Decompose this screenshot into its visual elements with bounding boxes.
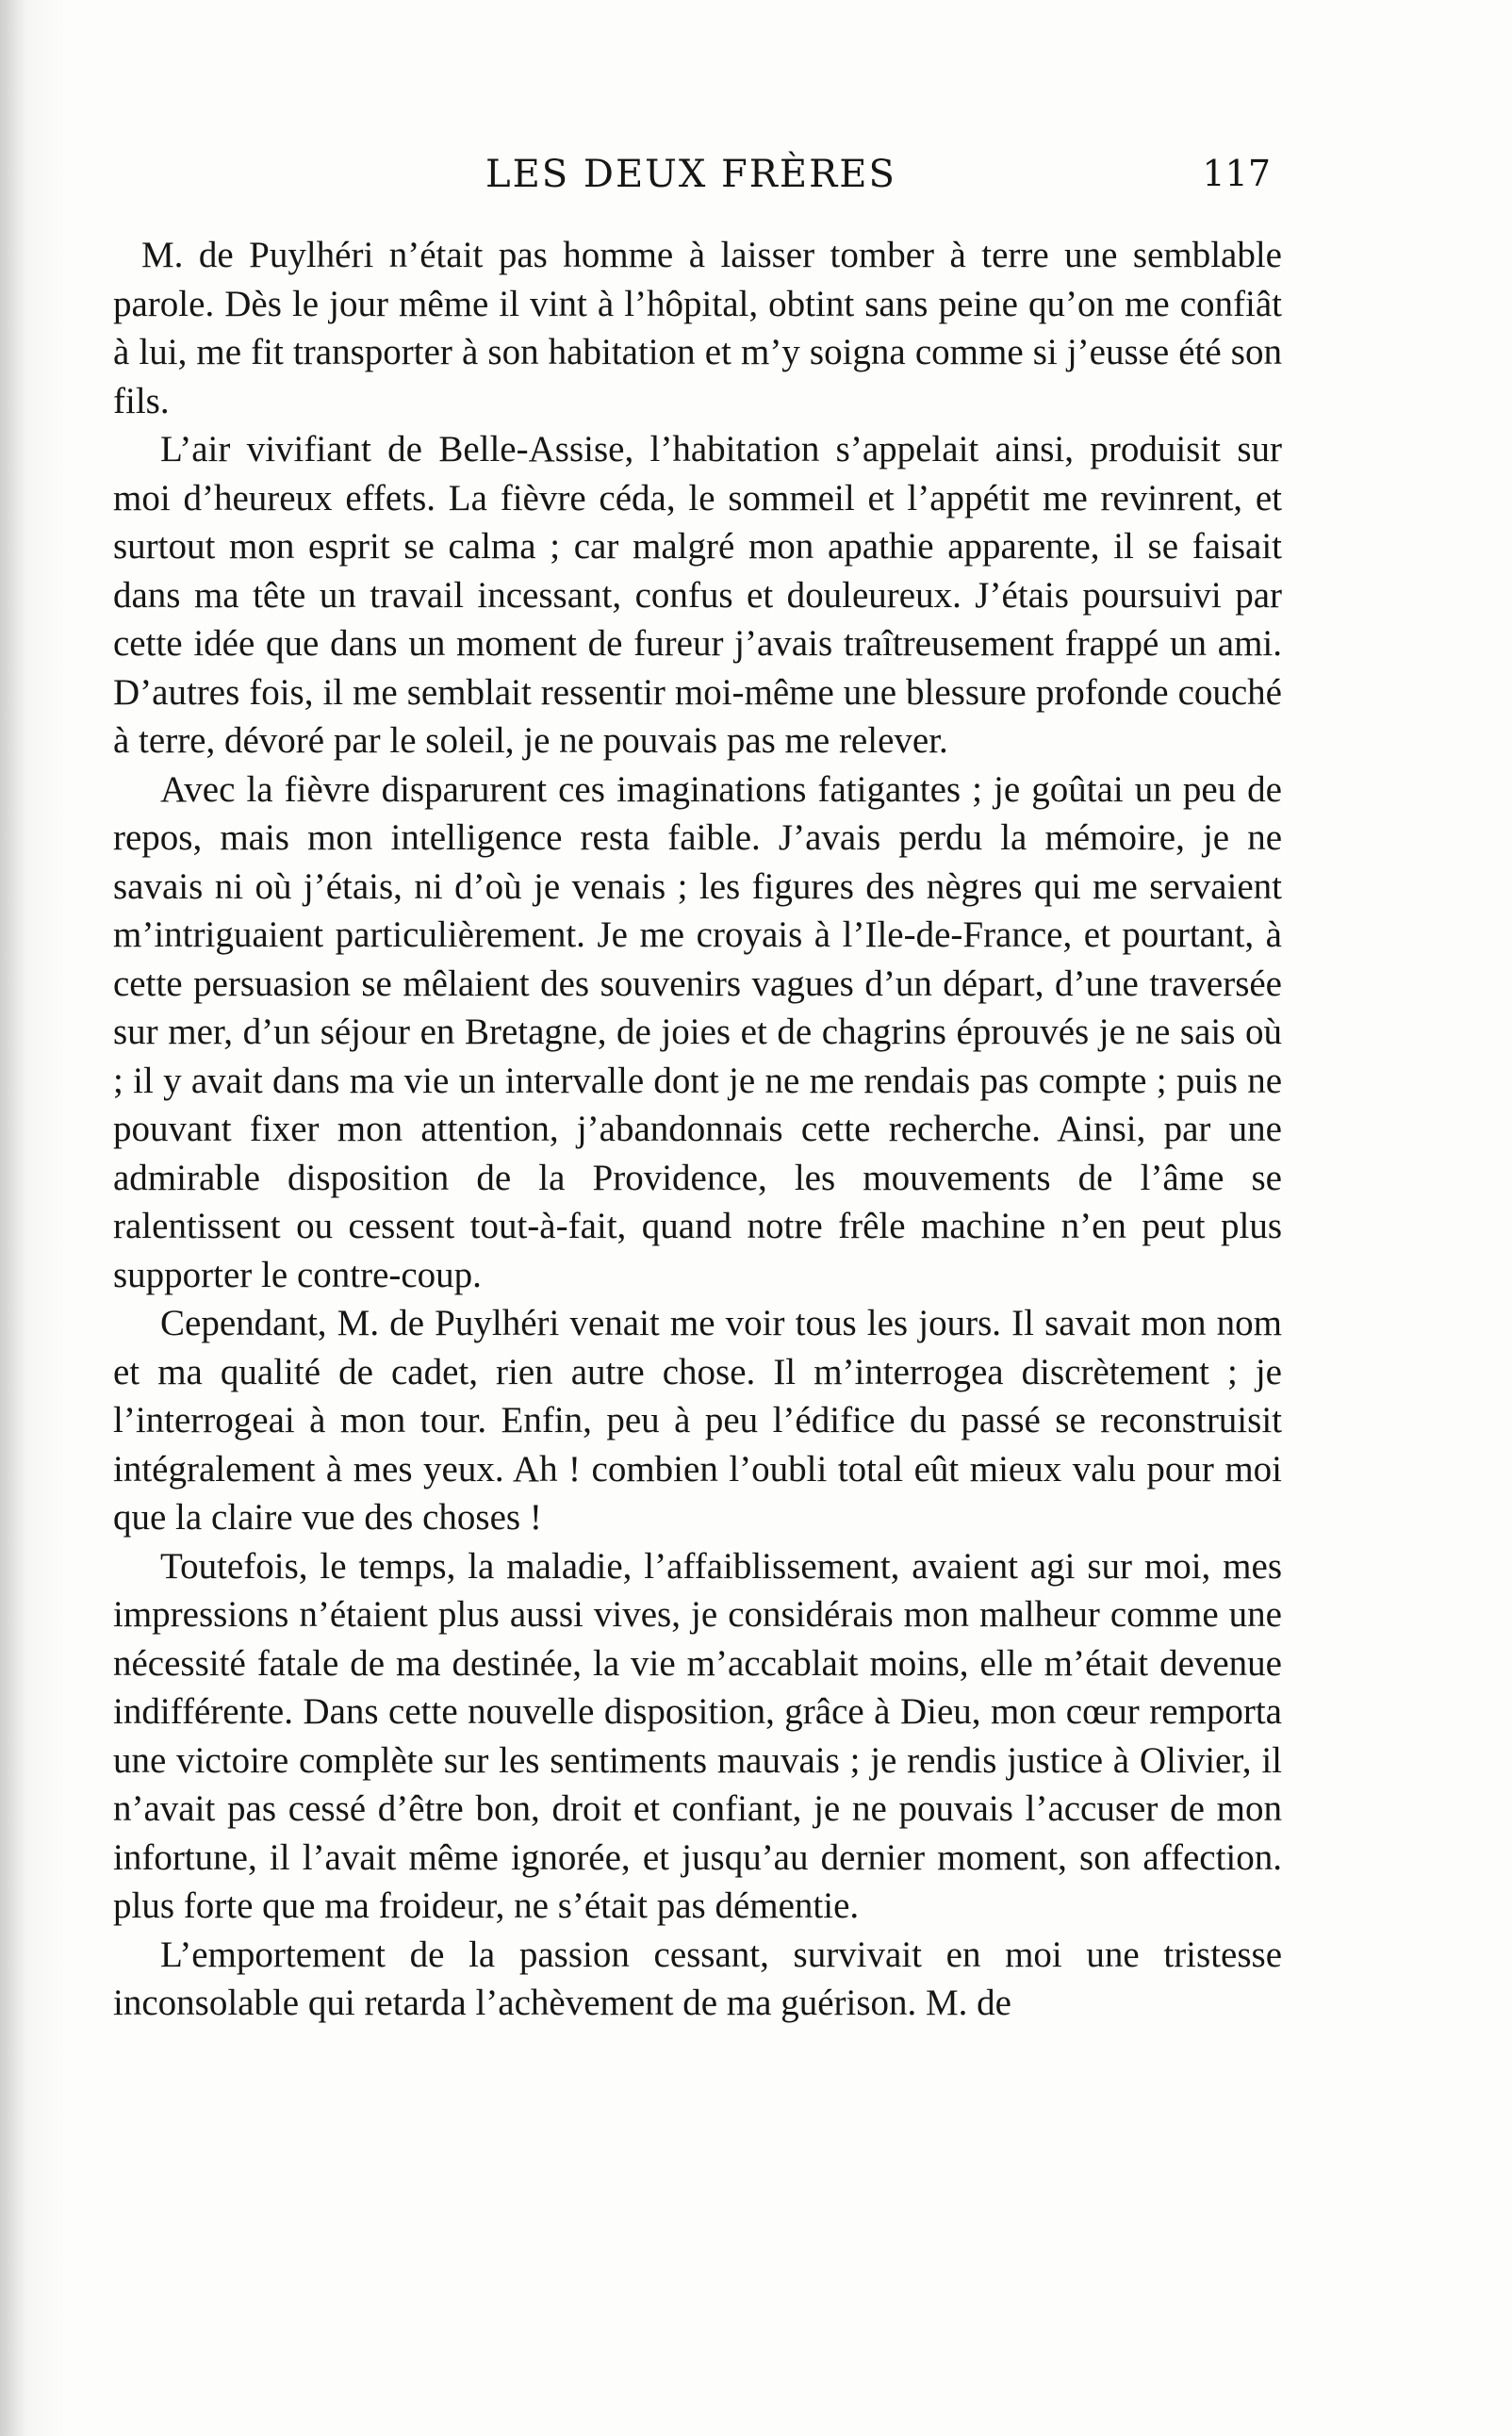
paragraph: L’air vivifiant de Belle-Assise, l’habitation s’appelait ainsi, produisit sur moi d’heureux effets. La fièvre céda, le sommeil et l’appétit me revinrent, et surtout mon esprit se calma ; car malgré mon apathie apparente, il se faisait dans ma tête un travail incessant, confus et douleureux. J’étais poursuivi par cette idée que dans un moment de fureur j’avais traîtreusement frappé un ami. D’autres fois, il me semblait ressentir moi-même une blessure profonde couché à terre, dévoré par le soleil, je ne pouvais pas me relever.: [113, 429, 1282, 761]
text-body: [113, 231, 1282, 2028]
running-head: [113, 153, 1282, 209]
page-number: 117: [1202, 153, 1271, 194]
paragraph: L’emportement de la passion cessant, survivait en moi une tristesse inconsolable qui retarda l’achèvement de ma guérison. M. de: [113, 1934, 1282, 2023]
paragraph: Avec la fièvre disparurent ces imaginations fatigantes ; je goûtai un peu de repos, mais mon intelligence resta faible. J’avais perdu la mémoire, je ne savais ni où j’étais, ni d’où je venais ; les figures des nègres qui me servaient m’intriguaient particulièrement. Je me croyais à l’Ile-de-France, et pourtant, à cette persuasion se mêlaient des souvenirs vagues d’un départ, d’une traversée sur mer, d’un séjour en Bretagne, de joies et de chagrins éprouvés je ne sais où ; il y avait dans ma vie un intervalle dont je ne me rendais pas compte ; puis ne pouvant fixer mon attention, j’abandonnais cette recherche. Ainsi, par une admirable disposition de la Providence, les mouvements de l’âme se ralentissent ou cessent tout-à-fait, quand notre frêle machine n’en peut plus supporter le contre-coup.: [113, 768, 1282, 1295]
paragraph: Cependant, M. de Puylhéri venait me voir tous les jours. Il savait mon nom et ma qualité de cadet, rien autre chose. Il m’interrogea discrètement ; je l’interrogeai à mon tour. Enfin, peu à peu l’édifice du passé se reconstruisit intégralement à mes yeux. Ah ! combien l’oubli total eût mieux valu pour moi que la claire vue des choses !: [113, 1303, 1282, 1538]
running-title: LES DEUX FRÈRES: [485, 153, 896, 196]
paragraph: M. de Puylhéri n’était pas homme à laisser tomber à terre une semblable parole. Dès le jour même il vint à l’hôpital, obtint sans peine qu’on me confiât à lui, me fit transporter à son habitation et m’y soigna comme si j’eusse été son fils.: [113, 235, 1282, 421]
page-edge-shadow: [0, 0, 66, 2436]
paragraph: Toutefois, le temps, la maladie, l’affaiblissement, avaient agi sur moi, mes impressions n’étaient plus aussi vives, je considérais mon malheur comme une nécessité fatale de ma destinée, la vie m’accablait moins, elle m’était devenue indifférente. Dans cette nouvelle disposition, grâce à Dieu, mon cœur remporta une victoire complète sur les sentiments mauvais ; je rendis justice à Olivier, il n’avait pas cessé d’être bon, droit et confiant, je ne pouvais l’accuser de mon infortune, il l’avait même ignorée, et jusqu’au dernier moment, son affection. plus forte que ma froideur, ne s’était pas démentie.: [113, 1545, 1282, 1926]
